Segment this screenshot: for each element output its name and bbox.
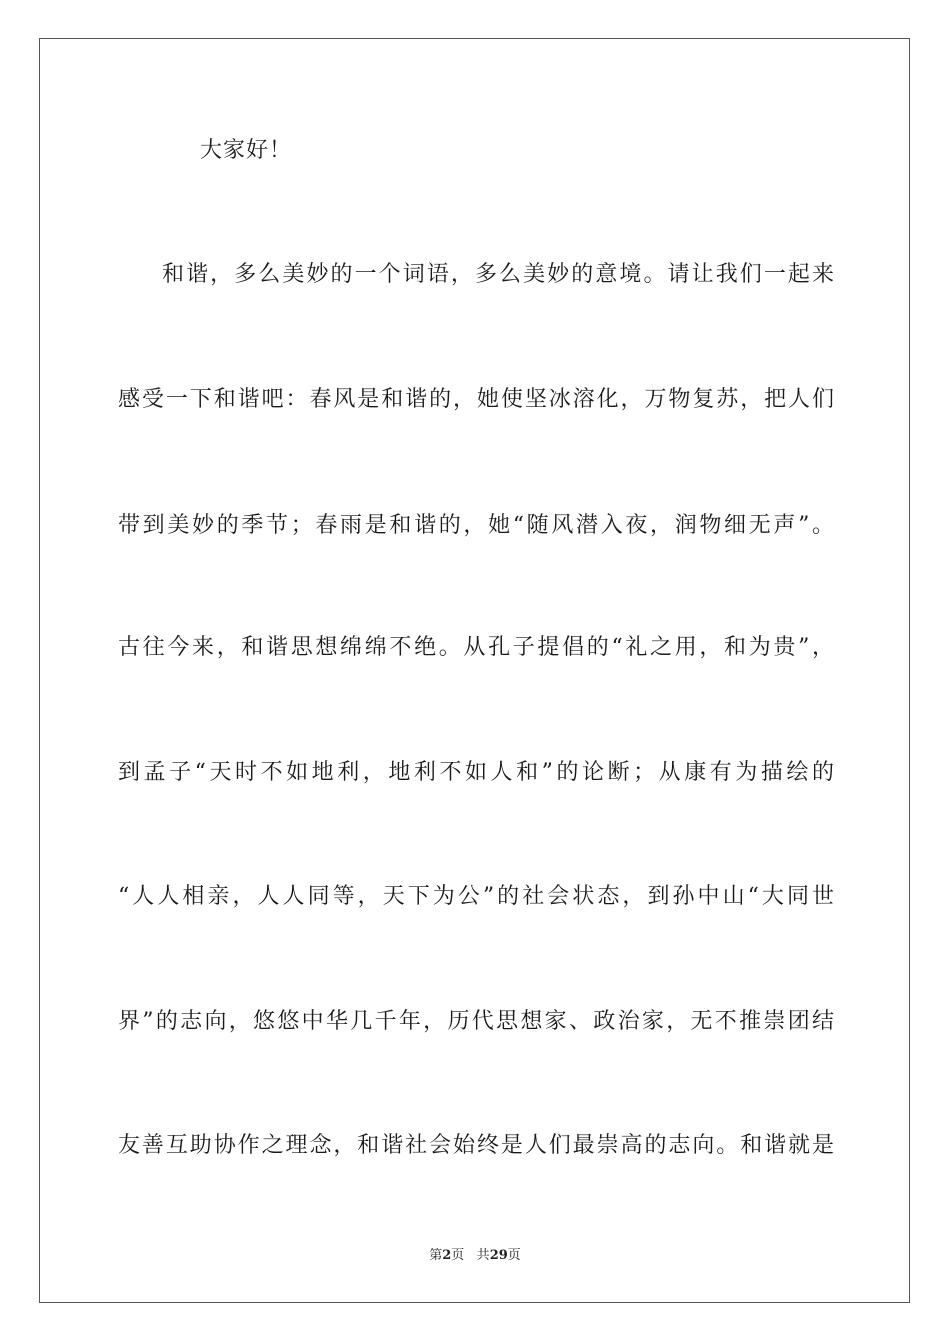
- page-frame: [39, 38, 910, 1303]
- greeting-line: 大家好！: [200, 138, 293, 163]
- paragraph-line-6: “人人相亲，人人同等，天下为公”的社会状态，到孙中山“大同世: [118, 884, 834, 909]
- page-footer: [0, 1246, 950, 1266]
- paragraph-line-7: 界”的志向，悠悠中华几千年，历代思想家、政治家，无不推崇团结: [118, 1009, 834, 1034]
- paragraph-line-8: 友善互助协作之理念，和谐社会始终是人们最崇高的志向。和谐就是: [118, 1133, 834, 1158]
- paragraph-line-1: 和谐，多么美妙的一个词语，多么美妙的意境。请让我们一起来: [162, 262, 834, 287]
- footer-total-pages: 29: [489, 1248, 508, 1263]
- footer-total-suffix: 页: [507, 1248, 521, 1263]
- footer-prefix: 第: [429, 1248, 443, 1263]
- footer-total-prefix: 共: [476, 1248, 490, 1263]
- paragraph-line-3: 带到美妙的季节；春雨是和谐的，她“随风潜入夜，润物细无声”。: [118, 513, 834, 538]
- paragraph-line-2: 感受一下和谐吧：春风是和谐的，她使坚冰溶化，万物复苏，把人们: [118, 387, 834, 412]
- paragraph-line-5: 到孟子“天时不如地利，地利不如人和”的论断；从康有为描绘的: [118, 760, 834, 785]
- footer-page-suffix: 页: [451, 1248, 465, 1263]
- footer-page-number: 2: [442, 1248, 452, 1263]
- paragraph-line-4: 古往今来，和谐思想绵绵不绝。从孔子提倡的“礼之用，和为贵”，: [118, 635, 834, 660]
